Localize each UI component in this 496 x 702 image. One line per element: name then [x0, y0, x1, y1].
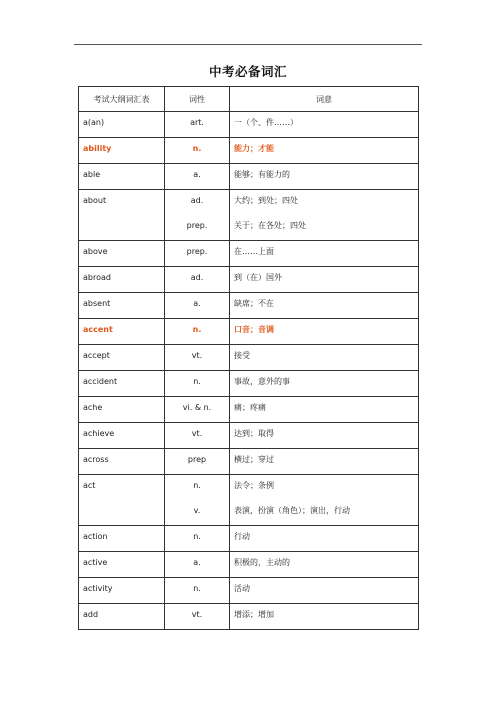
part-of-speech-text: vt. [191, 429, 203, 438]
part-of-speech-text: prep. [186, 221, 208, 230]
word-cell [79, 164, 165, 190]
meaning-text: 关于；在各处；四处 [234, 221, 306, 230]
header-part-of-speech: 词性 [165, 87, 230, 112]
word-text: across [83, 455, 109, 464]
part-of-speech-cell [165, 164, 230, 190]
part-of-speech-text: n. [193, 584, 201, 593]
word-cell [79, 423, 165, 449]
table-row [79, 526, 419, 552]
part-of-speech-cell [165, 526, 230, 552]
table-row [79, 397, 419, 423]
part-of-speech-cell [165, 449, 230, 475]
meaning-cell [230, 397, 419, 423]
word-cell [79, 319, 165, 345]
table-row [79, 241, 419, 267]
word-cell [79, 267, 165, 293]
meaning-text: 事故，意外的事 [234, 377, 290, 386]
word-cell [79, 578, 165, 604]
part-of-speech-text: a. [193, 170, 201, 179]
meaning-text: 大约；到处；四处 [234, 196, 298, 205]
word-text: accept [83, 351, 110, 360]
part-of-speech-text: n. [193, 481, 201, 490]
meaning-text: 法令；条例 [234, 481, 274, 490]
word-cell [79, 241, 165, 267]
word-cell [79, 138, 165, 164]
table-row [79, 552, 419, 578]
table-row [79, 138, 419, 164]
meaning-text: 活动 [234, 584, 250, 593]
word-text: accent [83, 325, 113, 334]
part-of-speech-text: n. [192, 325, 202, 334]
part-of-speech-text: n. [193, 532, 201, 541]
part-of-speech-text: ad. [190, 273, 204, 282]
word-cell [79, 190, 165, 241]
word-text: act [83, 481, 96, 490]
word-text: able [83, 170, 101, 179]
meaning-cell [230, 112, 419, 138]
word-text: ache [83, 403, 103, 412]
part-of-speech-text: prep [187, 455, 207, 464]
meaning-text: 痛；疼痛 [234, 403, 266, 412]
word-cell [79, 112, 165, 138]
part-of-speech-cell [165, 241, 230, 267]
part-of-speech-text: vi. & n. [182, 403, 212, 412]
table-row [79, 604, 419, 630]
word-text: absent [83, 299, 111, 308]
meaning-cell [230, 552, 419, 578]
part-of-speech-cell [165, 397, 230, 423]
part-of-speech-text: a. [193, 299, 201, 308]
word-text: accident [83, 377, 118, 386]
page-title: 中考必备词汇 [208, 64, 287, 79]
word-cell [79, 397, 165, 423]
table-row [79, 475, 419, 526]
meaning-cell [230, 604, 419, 630]
vocabulary-table-body [79, 112, 419, 630]
meaning-text: 能力；才能 [234, 144, 274, 153]
part-of-speech-cell [165, 604, 230, 630]
part-of-speech-cell [165, 578, 230, 604]
part-of-speech-cell [165, 112, 230, 138]
table-row [79, 319, 419, 345]
table-row [79, 371, 419, 397]
word-text: above [83, 247, 108, 256]
table-row [79, 293, 419, 319]
meaning-cell [230, 423, 419, 449]
word-text: abroad [83, 273, 111, 282]
word-text: active [83, 558, 108, 567]
part-of-speech-text: vt. [191, 351, 203, 360]
table-row [79, 164, 419, 190]
part-of-speech-cell [165, 552, 230, 578]
part-of-speech-text: ad. [190, 196, 204, 205]
meaning-text: 积极的，主动的 [234, 558, 290, 567]
part-of-speech-cell [165, 371, 230, 397]
word-cell [79, 604, 165, 630]
header-meaning: 词意 [230, 87, 419, 112]
meaning-text: 能够；有能力的 [234, 170, 290, 179]
part-of-speech-text: vt. [191, 610, 203, 619]
word-cell [79, 475, 165, 526]
meaning-cell [230, 526, 419, 552]
table-row [79, 449, 419, 475]
table-row [79, 578, 419, 604]
word-cell [79, 526, 165, 552]
part-of-speech-cell [165, 345, 230, 371]
meaning-text: 口音；音调 [234, 325, 274, 334]
word-text: about [83, 196, 107, 205]
word-text: achieve [83, 429, 115, 438]
table-row [79, 345, 419, 371]
part-of-speech-text: art. [190, 118, 204, 127]
meaning-text: 行动 [234, 532, 250, 541]
vocabulary-table [78, 86, 419, 630]
part-of-speech-text: prep. [186, 247, 208, 256]
header-word: 考试大纲词汇表 [79, 87, 165, 112]
meaning-cell [230, 371, 419, 397]
meaning-text: 到（在）国外 [234, 273, 282, 282]
meaning-cell [230, 578, 419, 604]
meaning-cell [230, 475, 419, 526]
part-of-speech-text: n. [193, 377, 201, 386]
meaning-text: 增添；增加 [234, 610, 274, 619]
part-of-speech-cell [165, 138, 230, 164]
meaning-text: 一（个、件……） [234, 118, 298, 127]
part-of-speech-text: a. [193, 558, 201, 567]
word-cell [79, 371, 165, 397]
meaning-cell [230, 293, 419, 319]
meaning-cell [230, 319, 419, 345]
table-row [79, 423, 419, 449]
meaning-text: 在……上面 [234, 247, 274, 256]
word-text: activity [83, 584, 113, 593]
meaning-cell [230, 449, 419, 475]
table-row [79, 112, 419, 138]
part-of-speech-cell [165, 267, 230, 293]
word-cell [79, 293, 165, 319]
meaning-cell [230, 190, 419, 241]
word-cell [79, 449, 165, 475]
part-of-speech-cell [165, 423, 230, 449]
part-of-speech-cell [165, 475, 230, 526]
table-row [79, 190, 419, 241]
part-of-speech-cell [165, 293, 230, 319]
word-text: action [83, 532, 108, 541]
word-text: ability [83, 144, 112, 153]
meaning-cell [230, 267, 419, 293]
meaning-cell [230, 164, 419, 190]
meaning-text: 表演，扮演（角色）；演出，行动 [234, 506, 350, 515]
table-header-row [79, 87, 419, 112]
word-text: a(an) [83, 118, 105, 127]
part-of-speech-text: v. [193, 506, 201, 515]
word-cell [79, 552, 165, 578]
meaning-text: 接受 [234, 351, 250, 360]
meaning-text: 横过；穿过 [234, 455, 274, 464]
meaning-cell [230, 345, 419, 371]
table-row [79, 267, 419, 293]
meaning-text: 达到；取得 [234, 429, 274, 438]
meaning-cell [230, 241, 419, 267]
meaning-cell [230, 138, 419, 164]
part-of-speech-cell [165, 190, 230, 241]
word-text: add [83, 610, 99, 619]
word-cell [79, 345, 165, 371]
meaning-text: 缺席；不在 [234, 299, 274, 308]
part-of-speech-text: n. [192, 144, 202, 153]
header-rule [74, 44, 422, 45]
part-of-speech-cell [165, 319, 230, 345]
